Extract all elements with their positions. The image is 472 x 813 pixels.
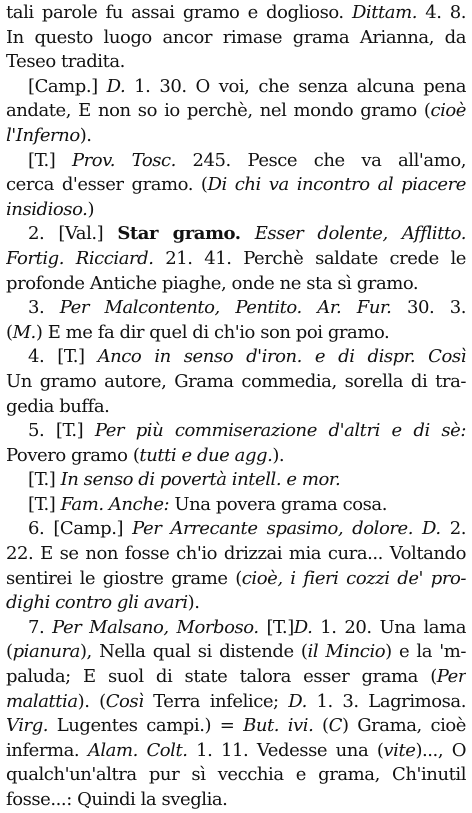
italic-run: insidioso. [6,198,88,220]
text-line [6,419,466,444]
italic-run: malattia [6,690,78,712]
text-line [6,370,466,395]
italic-run: Virg. [6,715,49,737]
italic-run: dighi contro gli avari [6,592,188,614]
text-line [6,616,466,641]
entry-paragraph [6,1,466,75]
text-line [6,75,466,100]
text-run: In questo luogo ancor rimase grama Arianna, da [6,26,466,48]
text-run: 3. [28,297,60,319]
italic-run: l'Inferno [6,124,80,146]
text-run: 21. 41. Perchè saldate crede le [153,247,466,269]
text-run: ( [6,641,13,663]
entry-paragraph [6,468,466,493]
italic-run: tutti e due agg. [139,444,273,466]
italic-run: Dittam. [351,2,417,23]
text-line [6,1,466,26]
italic-run: Per più commiserazione d'altri e di sè: [94,420,466,442]
text-line [6,222,466,247]
text-run: Un gramo autore, Grama commedia, sorella di tra- [6,370,466,392]
text-line [6,345,466,370]
text-run: ) Grama, cioè [341,715,466,737]
italic-run: Così [105,690,144,712]
italic-run: Fortig. Ricciard. [6,247,154,269]
text-line [6,272,466,297]
text-run: Terra infelice; [143,690,289,712]
text-line [6,26,466,51]
entry-paragraph [6,517,466,615]
text-run: sentirei le giostre grame ( [6,567,242,589]
text-run: Lugentes campi.) = [48,715,244,737]
text-run: ) E me fa dir quel di ch'io son poi gramo. [35,321,390,343]
text-line [6,714,466,739]
text-run: [Camp.] [28,75,107,97]
text-run: gedia buffa. [6,395,110,417]
text-line [6,763,466,788]
text-run: fosse...: Quindi la sveglia. [6,789,228,810]
text-line [6,395,466,420]
italic-run: Per Arrecante spasimo, dolore. D. [132,518,441,540]
italic-run: pianura [12,641,80,663]
text-line [6,567,466,592]
text-line [6,665,466,690]
text-run: andate, E non so io perchè, nel mondo gramo ( [6,100,431,122]
text-run: 5. [T.] [28,420,95,442]
text-line [6,99,466,124]
entry-paragraph [6,222,466,296]
text-run: ( [6,321,13,343]
text-run: inferma. [6,739,88,761]
italic-run: C [328,715,342,737]
text-run: 1. 30. O voi, che senza alcuna pena [125,75,466,97]
text-run: [T.] [28,149,72,171]
text-run: 6. [Camp.] [28,518,133,540]
entry-paragraph [6,616,466,813]
text-run: ) [87,198,95,220]
text-run: cerca d'esser gramo. ( [6,174,208,196]
text-run: ), Nella qual si distende ( [79,641,308,663]
italic-run: D. [293,616,313,638]
text-run: 30. 3. [391,297,466,319]
italic-run: Esser dolente, Afflitto. [254,223,466,245]
italic-run: But. ivi. [243,715,314,737]
text-run: Povero gramo ( [6,444,140,466]
text-run: 2. [440,518,466,540]
entry-paragraph [6,75,466,149]
text-line [6,124,466,149]
text-run: 245. Pesce che va all'amo, [175,149,466,171]
italic-run: Per Malcontento, Pentito. Ar. Fur. [59,297,392,319]
italic-run: Per [436,666,466,688]
text-line [6,296,466,321]
italic-run: D. [288,690,307,712]
text-run: Una povera grama cosa. [169,493,387,515]
text-run: ). [187,592,200,614]
italic-run: Alam. Colt. [87,739,188,761]
text-run: 4. 8. [416,2,466,23]
text-run: 7. [28,616,53,638]
entry-paragraph [6,493,466,518]
italic-run: Di chi va incontro al piacere [207,174,466,196]
text-run: paluda; E suol di state talora esser grama ( [6,666,437,688]
text-run: ) e la 'm- [385,641,466,663]
text-run: [T.] [28,493,61,515]
bold-run: Star gramo. [117,223,241,245]
text-run: 22. E se non fosse ch'io drizzai mia cura... Voltando [6,543,466,565]
text-line [6,640,466,665]
text-line [6,788,466,813]
italic-run: Fam. Anche: [60,493,170,515]
text-run: qualch'un'altra pur sì vecchia e grama, Ch'inutil [6,764,466,786]
text-line [6,247,466,272]
text-line [6,690,466,715]
italic-run: cioè, i fieri cozzi de' pro- [241,567,466,589]
text-line [6,591,466,616]
italic-run: cioè [430,100,466,122]
text-run: profonde Antiche piaghe, onde ne sta sì gramo. [6,272,419,294]
text-line [6,493,466,518]
text-run: 4. [T.] [28,346,98,368]
text-run: )..., O [415,739,466,761]
entry-paragraph [6,419,466,468]
text-run: ( [313,715,329,737]
text-run: 1. 20. Una lama [312,616,466,638]
text-line [6,468,466,493]
italic-run: M. [12,321,36,343]
text-line [6,444,466,469]
italic-run: D. [106,75,126,97]
text-line [6,173,466,198]
text-run: ). ( [77,690,106,712]
italic-run: il Mincio [307,641,386,663]
text-run: 1. 3. Lagrimosa. [306,690,466,712]
italic-run: Prov. Tosc. [71,149,176,171]
text-run: tali parole fu assai gramo e doglioso. [6,2,352,23]
text-line [6,321,466,346]
entry-paragraph [6,345,466,419]
text-line [6,542,466,567]
text-run [241,223,255,244]
text-line [6,198,466,223]
text-run: 2. [Val.] [28,223,118,245]
entry-paragraph [6,149,466,223]
italic-run: In senso di povertà intell. e mor. [60,469,341,491]
text-run: ). [272,444,285,466]
text-run: Teseo tradita. [6,51,125,73]
text-run: [T.] [28,469,61,491]
italic-run: Per Malsano, Morboso. [52,616,259,638]
italic-run: Anco in senso d'iron. e di dispr. Così [97,346,466,368]
entry-paragraph [6,296,466,345]
text-line [6,517,466,542]
text-run: 1. 11. Vedesse una ( [187,739,384,761]
italic-run: vite [383,739,416,761]
text-line [6,149,466,174]
text-line [6,50,466,75]
text-run: ). [79,124,92,146]
text-line [6,739,466,764]
text-run: [T.] [258,616,294,638]
